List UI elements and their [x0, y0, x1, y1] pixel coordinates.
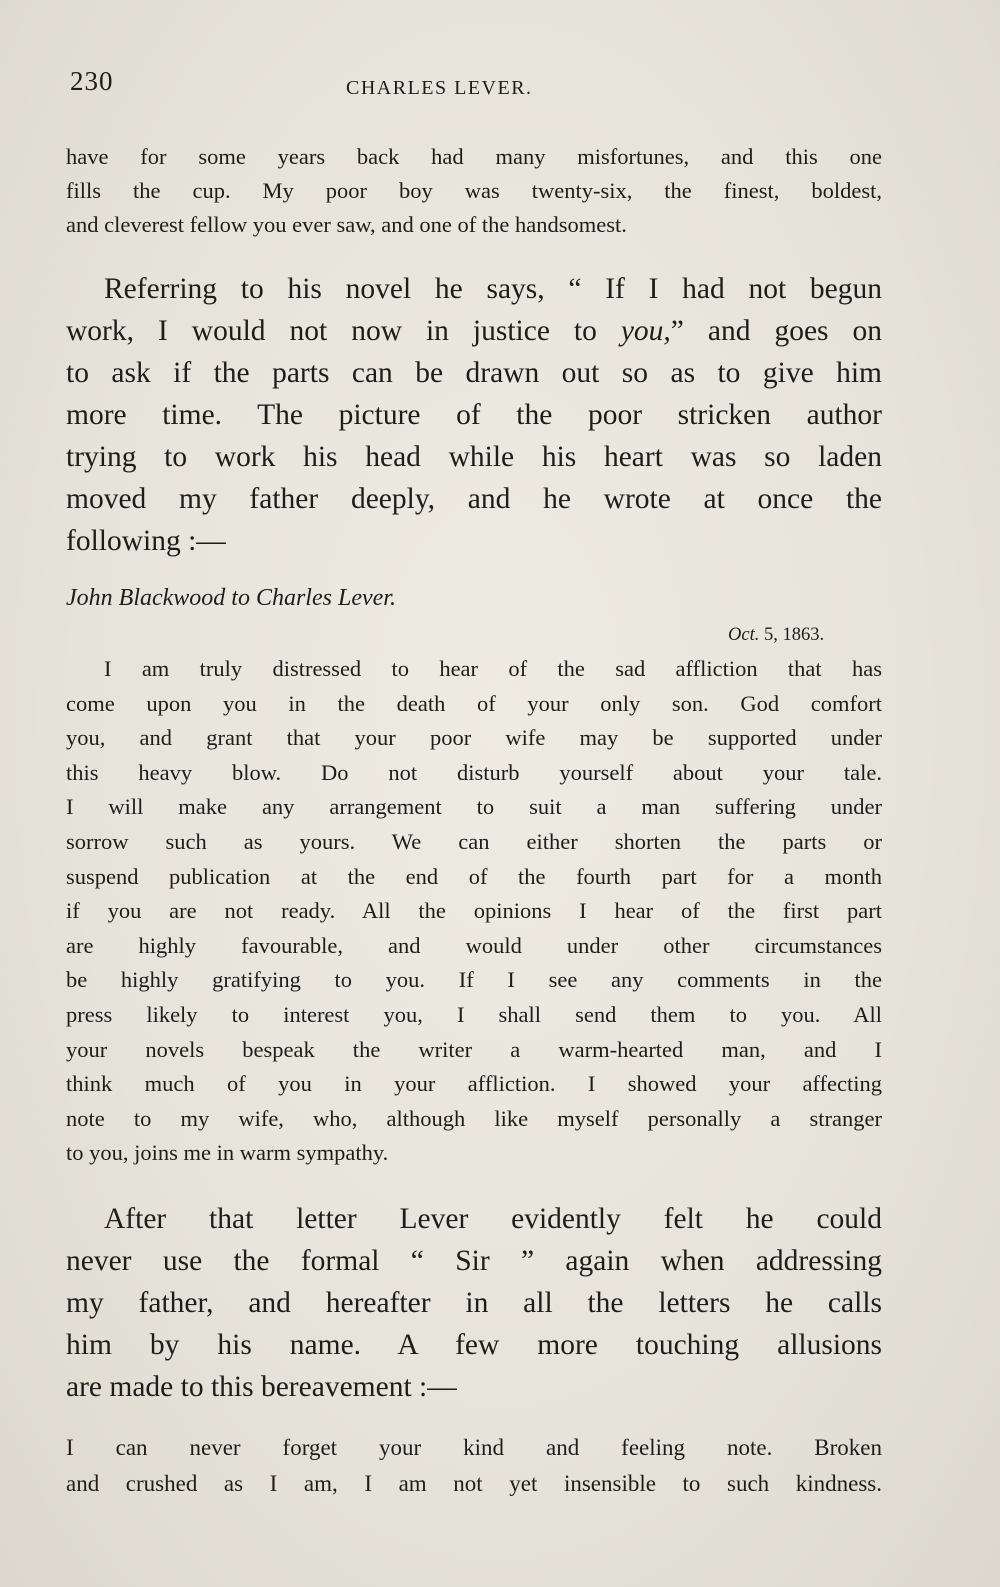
text-line: moved my father deeply, and he wrote at once the	[66, 483, 882, 515]
text-line: I can never forget your kind and feeling note. Broken	[66, 1435, 882, 1460]
text-line: I am truly distressed to hear of the sad affliction that has	[104, 656, 882, 681]
text-line: following :—	[66, 525, 226, 557]
text-line: are made to this bereavement :—	[66, 1371, 457, 1403]
continued-paragraph	[66, 140, 882, 242]
text-line: and cleverest fellow you ever saw, and one of the handsomest.	[66, 212, 627, 237]
text-line: After that letter Lever evidently felt he could	[104, 1203, 882, 1235]
text-line: work, I would not now in justice to you,” and goes on	[66, 315, 882, 347]
text-line: have for some years back had many misfortunes, and this one	[66, 144, 882, 169]
text-line: fills the cup. My poor boy was twenty-six, the finest, boldest,	[66, 178, 882, 203]
letter-date-rest: 5, 1863.	[759, 625, 825, 645]
letter-body	[66, 652, 882, 1171]
text-line: never use the formal “ Sir ” again when addressing	[66, 1245, 882, 1277]
running-title: CHARLES LEVER.	[346, 77, 533, 99]
text-line: trying to work his head while his heart was so laden	[66, 441, 882, 473]
text-line: are highly favourable, and would under other circumstances	[66, 932, 882, 958]
text-line: Referring to his novel he says, “ If I had not begun	[104, 273, 882, 305]
letter-heading: John Blackwood to Charles Lever.	[66, 585, 396, 611]
text-line: be highly gratifying to you. If I see any comments in the	[66, 967, 882, 993]
text-line: you, and grant that your poor wife may be supported under	[66, 725, 882, 751]
letter-date	[728, 625, 824, 646]
text-line: and crushed as I am, I am not yet insensible to such kindness.	[66, 1471, 882, 1496]
paragraph-referring	[66, 268, 882, 562]
text-line: suspend publication at the end of the fourth part for a month	[66, 863, 882, 889]
text-line: him by his name. A few more touching allusions	[66, 1329, 882, 1361]
letter-date-month: Oct.	[728, 625, 760, 645]
text-line: press likely to interest you, I shall send them to you. All	[66, 1001, 882, 1027]
paragraph-after-letter	[66, 1198, 882, 1408]
text-line: note to my wife, who, although like myself personally a stranger	[66, 1105, 882, 1131]
text-line: to ask if the parts can be drawn out so as to give him	[66, 357, 882, 389]
text-line: my father, and hereafter in all the letters he calls	[66, 1287, 882, 1319]
page-number: 230	[70, 66, 114, 96]
quoted-letter	[66, 1430, 882, 1502]
running-head	[70, 66, 890, 106]
text-line: more time. The picture of the poor stricken author	[66, 399, 882, 431]
text-line: come upon you in the death of your only son. God comfort	[66, 690, 882, 716]
text-line: your novels bespeak the writer a warm-hearted man, and I	[66, 1036, 882, 1062]
text-line: to you, joins me in warm sympathy.	[66, 1140, 389, 1166]
text-line: if you are not ready. All the opinions I hear of the first part	[66, 898, 882, 924]
text-line: sorrow such as yours. We can either shorten the parts or	[66, 828, 882, 854]
text-line: this heavy blow. Do not disturb yourself about your tale.	[66, 759, 882, 785]
text-line: I will make any arrangement to suit a man suffering under	[66, 794, 882, 820]
text-line: think much of you in your affliction. I showed your affecting	[66, 1071, 882, 1097]
emphasis: you,	[620, 315, 671, 347]
